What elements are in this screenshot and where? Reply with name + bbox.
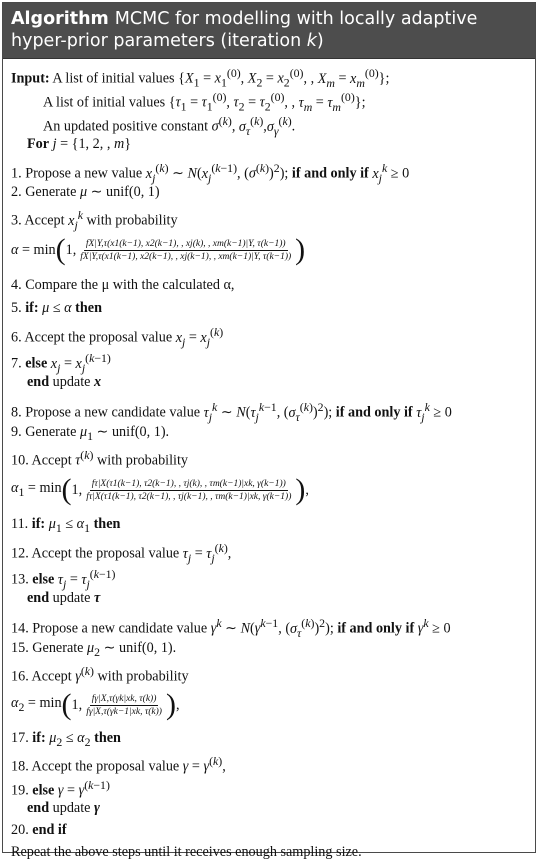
algorithm-title-line2: hyper-prior parameters (iteration k) — [11, 31, 324, 51]
step-10: 10. Accept $\tau^{(k)}$ with probability — [11, 448, 189, 469]
step-19: 19. else $\gamma = \gamma^{(k-1)}$ — [11, 778, 110, 799]
algorithm-header — [3, 3, 535, 59]
algorithm-body — [3, 59, 535, 863]
step-16: 16. Accept $\gamma^{(k)}$ with probability — [11, 664, 189, 685]
alpha2-denominator: fγ|X,τ(γk−1|xk, τ(k)) — [86, 706, 162, 717]
for-line: For j = {1, 2, , m} — [27, 136, 131, 152]
algorithm-title-line1: MCMC for modelling with locally adaptive — [114, 9, 478, 29]
input-line: Input: A list of initial values {$X_1 = x_1^{(0)}$, $X_2 = x_2^{(0)}$, , $X_m = x_m^{(0)}$}; — [11, 66, 390, 90]
step-9: 9. Generate $\mu_1$ ∼ unif(0, 1). — [11, 424, 170, 443]
step-20: 20. end if — [11, 822, 67, 838]
step-18: 18. Accept the proposal value $\gamma = \gamma^{(k)}$, — [11, 754, 226, 775]
algorithm-box — [2, 2, 536, 860]
end-update-gamma: end update γ — [27, 800, 100, 816]
step-3: 3. Accept $x_j^k$ with probability — [11, 208, 178, 232]
alpha-formula: α = min ( 1, $\frac{fX|Y,\tau(x1(k-1), x2(k-1), , xj(k), , xm(k-1)|Y, \tau(k-1))}{fX|Y,\tau(x1(k-1), x2(k-1), , xj(k-1), , xm(k-1)|Y, \tau(k-1))}$ ) — [11, 233, 306, 266]
step-5: 5. if: μ ≤ α then — [11, 300, 102, 316]
step-17: 17. if: $\mu_2 \le \alpha_2$ then — [11, 730, 121, 749]
alpha-numerator: fX|Y,τ(x1(k−1), x2(k−1), , xj(k), , xm(k−1)|Y, τ(k−1)) — [85, 238, 286, 249]
alpha2-formula: $\alpha_2 = \min$ ( 1, $\frac{f\gamma|X,\tau(\gamma k|xk, \tau(k))}{f\gamma|X,\tau(\gamma k-1|xk, \tau(k))}$ ) , — [11, 688, 180, 721]
alpha2-numerator: fγ|X,τ(γk|xk, τ(k)) — [91, 693, 157, 704]
repeat-line: Repeat the above steps until it receives enough sampling size. — [11, 844, 362, 860]
alpha1-denominator: fτ|X(τ1(k−1), τ2(k−1), , τj(k−1), , τm(k−1)|xk, γ(k−1)) — [86, 491, 292, 502]
step-14: 14. Propose a new candidate value $\gamma^k$ ∼ $N(\gamma^{k-1}$, $(\sigma_\tau^{(k)})^2$); if and only if $\gamma^k \ge 0$ — [11, 616, 451, 640]
step-1: 1. Propose a new value $x_j^{(k)}$ ∼ $N(x_j^{(k-1)}$, $(\sigma^{(k)})^2$); if and only if $x_j^k \ge 0$ — [11, 161, 410, 185]
step-7: 7. else $x_j = x_j^{(k-1)}$ — [11, 351, 111, 375]
step-13: 13. else $\tau_j = \tau_j^{(k-1)}$ — [11, 567, 116, 591]
alpha-denominator: fX|Y,τ(x1(k−1), x2(k−1), , xj(k−1), , xm(k−1)|Y, τ(k−1)) — [80, 251, 292, 262]
sigma-line: An updated positive constant $\sigma^{(k)}$, $\sigma_\tau^{(k)},\sigma_\gamma^{(k)}$. — [43, 114, 296, 138]
step-11: 11. if: $\mu_1 \le \alpha_1$ then — [11, 516, 121, 535]
alpha1-numerator: fτ|X(τ1(k−1), τ2(k−1), , τj(k), , τm(k−1)|xk, γ(k−1)) — [91, 478, 286, 489]
step-2: 2. Generate μ ∼ unif(0, 1) — [11, 184, 160, 200]
step-6: 6. Accept the proposal value $x_j = x_j^{(k)}$ — [11, 325, 224, 349]
end-update-x: end update x — [27, 374, 102, 390]
alpha1-formula: $\alpha_1 = \min$ ( 1, $\frac{f\tau|X(\tau 1(k-1), \tau 2(k-1), , \tau j(k), , \tau m(k-1)|xk, \gamma(k-1))}{f\tau|X(\tau 1(k-1), \tau 2(k-1), , \tau j(k-1), , \tau m(k-1)|xk, \gamma(k-1))}$ ) , — [11, 473, 309, 506]
algorithm-label: Algorithm — [11, 9, 109, 29]
step-15: 15. Generate $\mu_2$ ∼ unif(0, 1). — [11, 640, 177, 659]
step-4: 4. Compare the μ with the calculated α, — [11, 277, 235, 293]
end-update-tau: end update τ — [27, 590, 101, 606]
step-12: 12. Accept the proposal value $\tau_j = \tau_j^{(k)}$, — [11, 541, 232, 565]
tau-init-line: A list of initial values {$\tau_1 = \tau_1^{(0)}$, $\tau_2 = \tau_2^{(0)}$, , $\tau_m = \tau_m^{(0)}$}; — [43, 90, 366, 114]
step-8: 8. Propose a new candidate value $\tau_j^k$ ∼ $N(\tau_j^{k-1}$, $(\sigma_\tau^{(k)})^2$); if and only if $\tau_j^k \ge 0$ — [11, 400, 452, 424]
